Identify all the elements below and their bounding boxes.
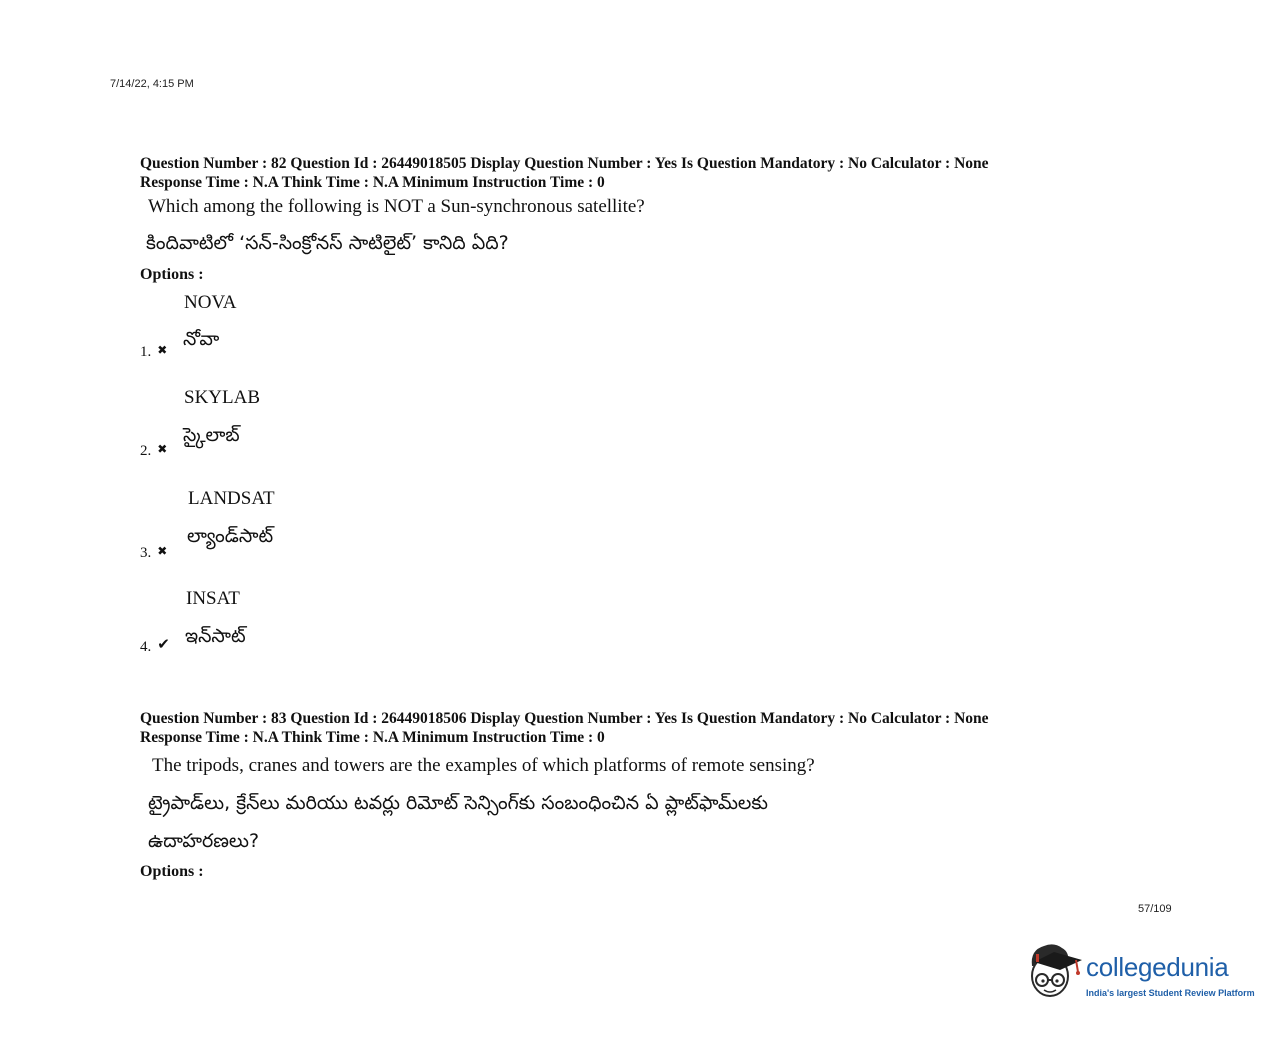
question-83-text-telugu-line1: ట్రైపాడ్‌లు, క్రేన్‌లు మరియు టవర్లు రిమోట్ సెన్సింగ్‌కు సంబంధించిన ఏ ప్లాట్‌ఫామ్‌లకు <box>148 792 768 814</box>
option-3-number-row <box>140 544 167 562</box>
question-83-meta-line1: Question Number : 83 Question Id : 26449018506 Display Question Number : Yes Is Question Mandatory : No Calculator : None <box>140 710 989 727</box>
option-3-telugu: ల్యాండ్‌సాట్ <box>187 525 274 547</box>
option-4-telugu: ఇన్‌సాట్ <box>185 625 246 647</box>
question-83-text-english: The tripods, cranes and towers are the examples of which platforms of remote sensing? <box>152 755 815 776</box>
collegedunia-logo <box>1024 940 1254 1010</box>
question-82-text-english: Which among the following is NOT a Sun-synchronous satellite? <box>148 196 645 217</box>
option-1-number-row <box>140 343 167 361</box>
wrong-mark-icon: ✖ <box>157 442 168 456</box>
option-1-number: 1. <box>140 344 152 360</box>
option-2-number: 2. <box>140 443 152 459</box>
print-timestamp: 7/14/22, 4:15 PM <box>110 78 194 90</box>
question-82-options-label: Options : <box>140 266 204 283</box>
question-82-text-telugu: కిందివాటిలో ‘సన్-సింక్రోనస్ సాటిలైట్’ కానిది ఏది? <box>146 232 509 254</box>
option-4-number-row <box>140 635 170 656</box>
wrong-mark-icon: ✖ <box>157 343 168 357</box>
option-3-number: 3. <box>140 545 152 561</box>
option-4-english: INSAT <box>186 588 240 609</box>
wrong-mark-icon: ✖ <box>157 544 168 558</box>
question-83-meta-line2: Response Time : N.A Think Time : N.A Minimum Instruction Time : 0 <box>140 729 605 746</box>
option-2-number-row <box>140 442 167 460</box>
question-83-text-telugu-line2: ఉదాహరణలు? <box>148 830 260 852</box>
option-4-number: 4. <box>140 639 152 655</box>
question-83-options-label: Options : <box>140 863 204 880</box>
question-82-meta-line1: Question Number : 82 Question Id : 26449018505 Display Question Number : Yes Is Question Mandatory : No Calculator : None <box>140 155 989 172</box>
option-2-telugu: స్కైలాబ్ <box>183 424 240 446</box>
option-3-english: LANDSAT <box>188 488 275 509</box>
question-82-meta-line2: Response Time : N.A Think Time : N.A Minimum Instruction Time : 0 <box>140 174 605 191</box>
brand-tagline: India's largest Student Review Platform <box>1086 988 1255 998</box>
option-1-english: NOVA <box>184 292 237 313</box>
option-1-telugu: నోవా <box>183 328 220 350</box>
option-2-english: SKYLAB <box>184 387 261 408</box>
student-mascot-icon <box>1024 940 1084 1010</box>
correct-check-icon: ✔ <box>157 635 170 653</box>
page-number: 57/109 <box>1138 903 1172 915</box>
brand-name: collegedunia <box>1086 952 1229 982</box>
